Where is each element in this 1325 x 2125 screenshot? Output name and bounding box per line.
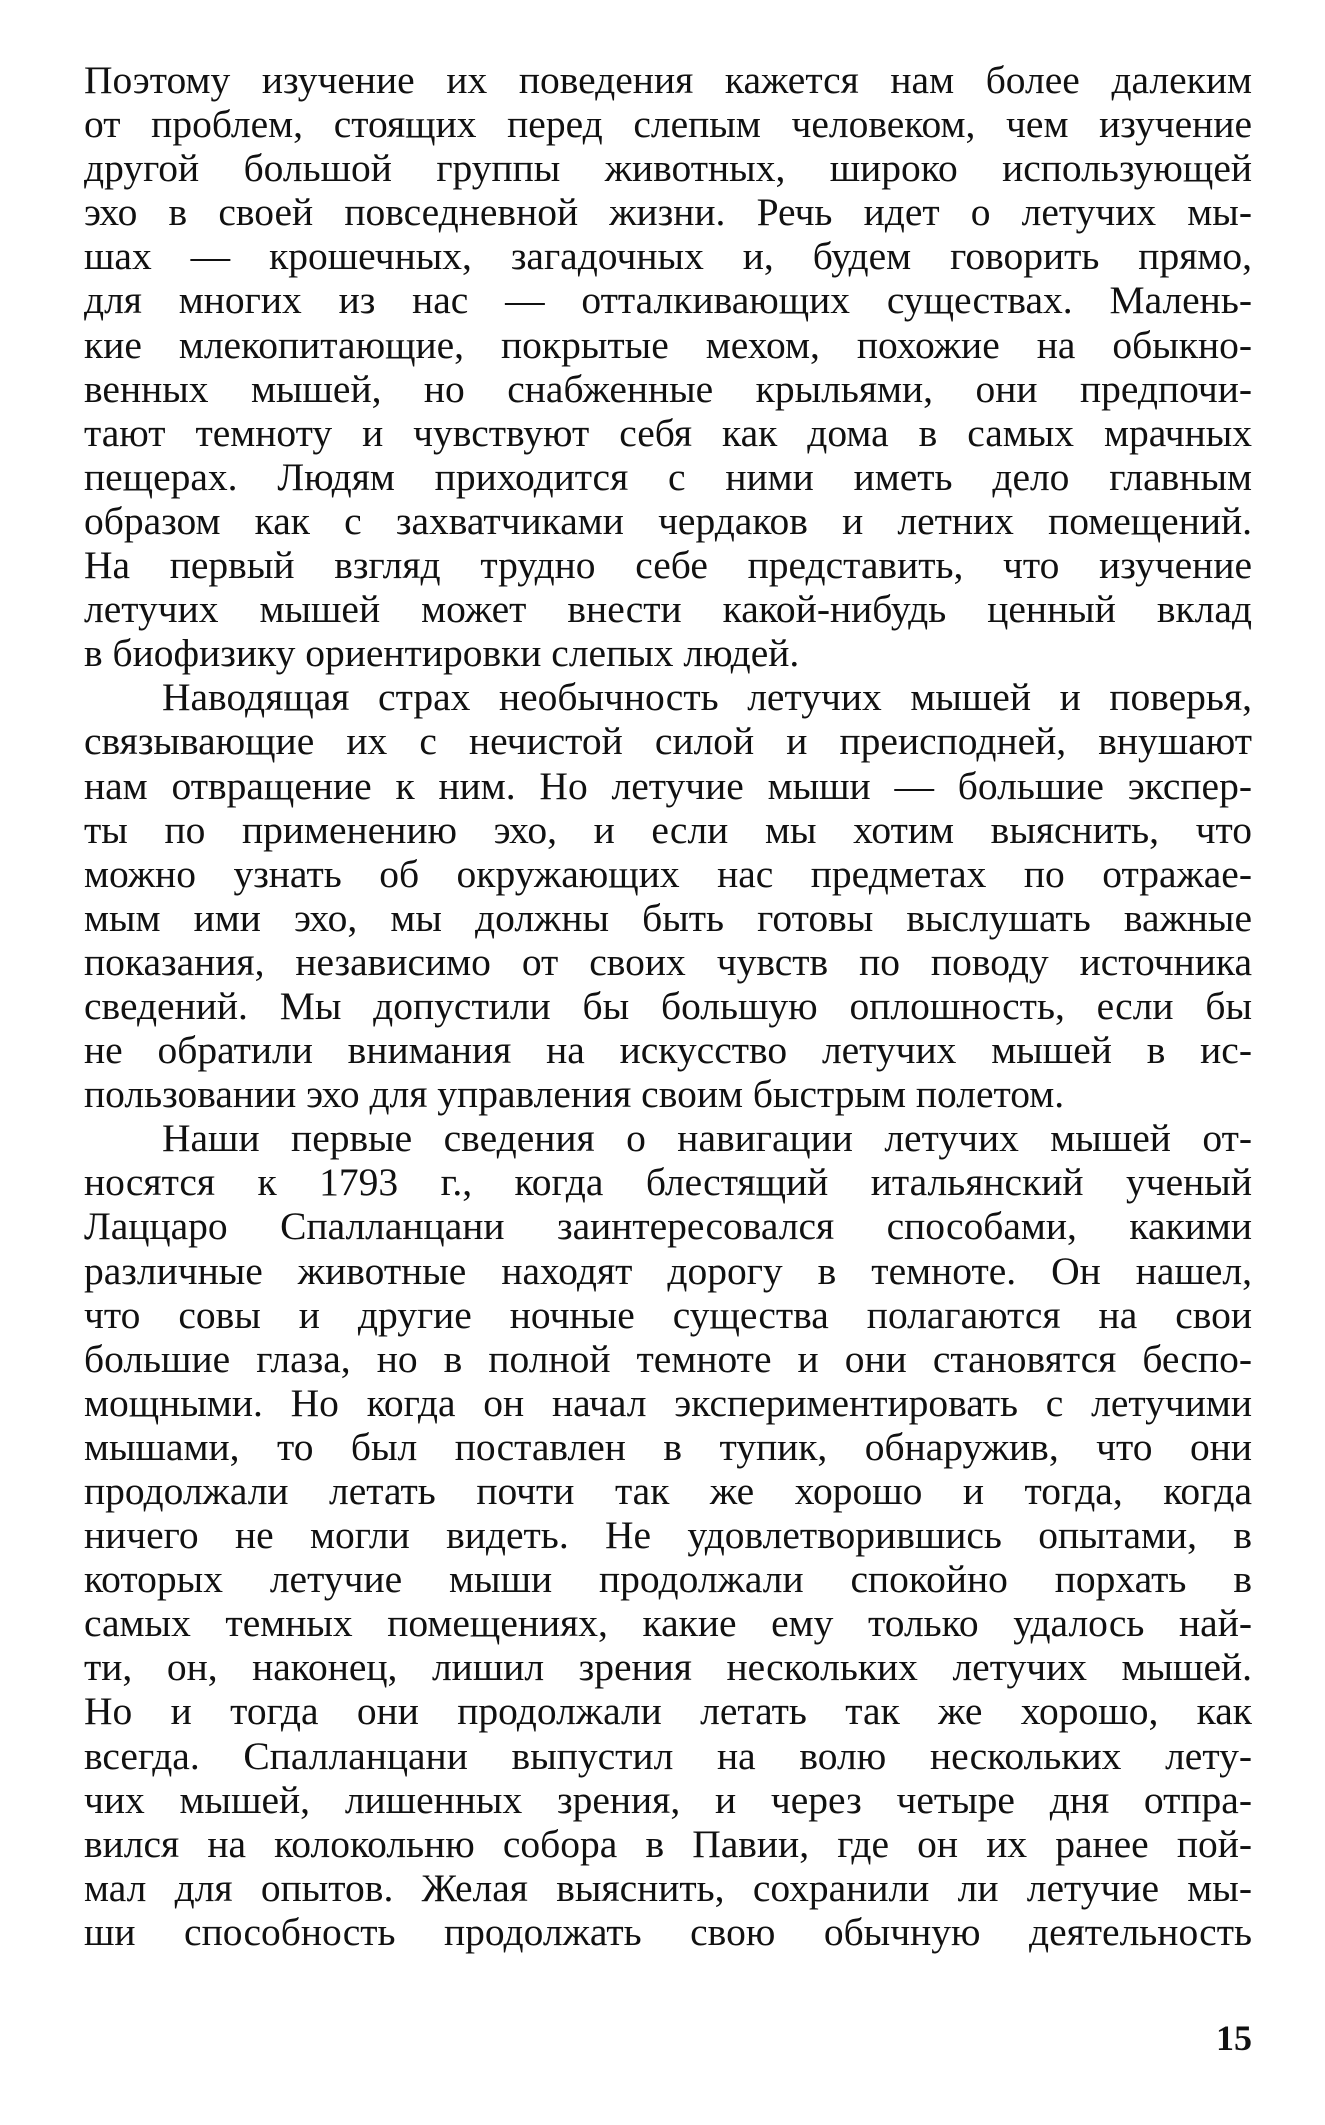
text-line: связывающие их с нечистой силой и преисподней, внушают bbox=[84, 719, 1252, 764]
text-line: всегда. Спалланцани выпустил на волю нескольких лету- bbox=[84, 1733, 1252, 1778]
text-line: которых летучие мыши продолжали спокойно порхать в bbox=[84, 1557, 1252, 1602]
text-line: Наши первые сведения о навигации летучих мышей от- bbox=[162, 1116, 1252, 1161]
text-line: тают темноту и чувствуют себя как дома в самых мрачных bbox=[84, 410, 1252, 455]
text-line: можно узнать об окружающих нас предметах по отражае- bbox=[84, 851, 1252, 896]
text-line: самых темных помещениях, какие ему только удалось най- bbox=[84, 1601, 1252, 1646]
text-line: пещерах. Людям приходится с ними иметь дело главным bbox=[84, 454, 1252, 499]
text-line: летучих мышей может внести какой-нибудь ценный вклад bbox=[84, 587, 1252, 632]
text-line: мощными. Но когда он начал экспериментировать с летучими bbox=[84, 1380, 1252, 1425]
text-line: образом как с захватчиками чердаков и летних помещений. bbox=[84, 498, 1252, 543]
text-line: ты по применению эхо, и если мы хотим выяснить, что bbox=[84, 807, 1252, 852]
text-line: продолжали летать почти так же хорошо и тогда, когда bbox=[84, 1469, 1252, 1513]
text-line: Лаццаро Спалланцани заинтересовался способами, какими bbox=[84, 1204, 1252, 1249]
paragraph bbox=[84, 675, 1252, 1116]
text-line: сведений. Мы допустили бы большую оплошность, если бы bbox=[84, 983, 1252, 1028]
text-line: На первый взгляд трудно себе представить, что изучение bbox=[84, 543, 1252, 588]
text-line: вился на колокольню собора в Павии, где он их ранее пой- bbox=[84, 1821, 1252, 1866]
text-line: ничего не могли видеть. Не удовлетворившись опытами, в bbox=[84, 1513, 1252, 1558]
paragraph bbox=[84, 58, 1252, 675]
text-line: мым ими эхо, мы должны быть готовы выслушать важные bbox=[84, 895, 1252, 940]
text-line: показания, независимо от своих чувств по поводу источника bbox=[84, 939, 1252, 984]
text-line: венных мышей, но снабженные крыльями, они предпочи- bbox=[84, 366, 1252, 411]
text-line: другой большой группы животных, широко использующей bbox=[84, 146, 1252, 191]
page-number: 15 bbox=[1216, 2018, 1252, 2058]
text-line: для многих из нас — отталкивающих существах. Малень- bbox=[84, 278, 1252, 323]
text-line: эхо в своей повседневной жизни. Речь идет о летучих мы- bbox=[84, 190, 1252, 235]
text-line: что совы и другие ночные существа полагаются на свои bbox=[84, 1292, 1252, 1337]
text-line: чих мышей, лишенных зрения, и через четыре дня отпра- bbox=[84, 1777, 1252, 1822]
text-line: Поэтому изучение их поведения кажется нам более далеким bbox=[84, 58, 1252, 102]
text-line: ши способность продолжать свою обычную деятельность bbox=[84, 1909, 1252, 1954]
page-body bbox=[84, 58, 1252, 1954]
text-line: пользовании эхо для управления своим быстрым полетом. bbox=[84, 1072, 1065, 1117]
text-line: Наводящая страх необычность летучих мышей и поверья, bbox=[162, 675, 1252, 720]
text-line: шах — крошечных, загадочных и, будем говорить прямо, bbox=[84, 234, 1252, 279]
text-line: нам отвращение к ним. Но летучие мыши — большие экспер- bbox=[84, 763, 1252, 808]
text-line: Но и тогда они продолжали летать так же хорошо, как bbox=[84, 1689, 1252, 1734]
text-line: большие глаза, но в полной темноте и они становятся беспо- bbox=[84, 1336, 1252, 1381]
text-line: мал для опытов. Желая выяснить, сохранили ли летучие мы- bbox=[84, 1865, 1252, 1910]
paragraph bbox=[84, 1116, 1252, 1954]
text-line: от проблем, стоящих перед слепым человеком, чем изучение bbox=[84, 102, 1252, 147]
text-line: носятся к 1793 г., когда блестящий итальянский ученый bbox=[84, 1160, 1252, 1205]
text-line: кие млекопитающие, покрытые мехом, похожие на обыкно- bbox=[84, 322, 1252, 367]
text-line: мышами, то был поставлен в тупик, обнаружив, что они bbox=[84, 1424, 1252, 1469]
text-line: в биофизику ориентировки слепых людей. bbox=[84, 631, 800, 676]
text-line: не обратили внимания на искусство летучих мышей в ис- bbox=[84, 1028, 1252, 1073]
text-line: ти, он, наконец, лишил зрения нескольких летучих мышей. bbox=[84, 1645, 1252, 1690]
text-line: различные животные находят дорогу в темноте. Он нашел, bbox=[84, 1248, 1252, 1293]
